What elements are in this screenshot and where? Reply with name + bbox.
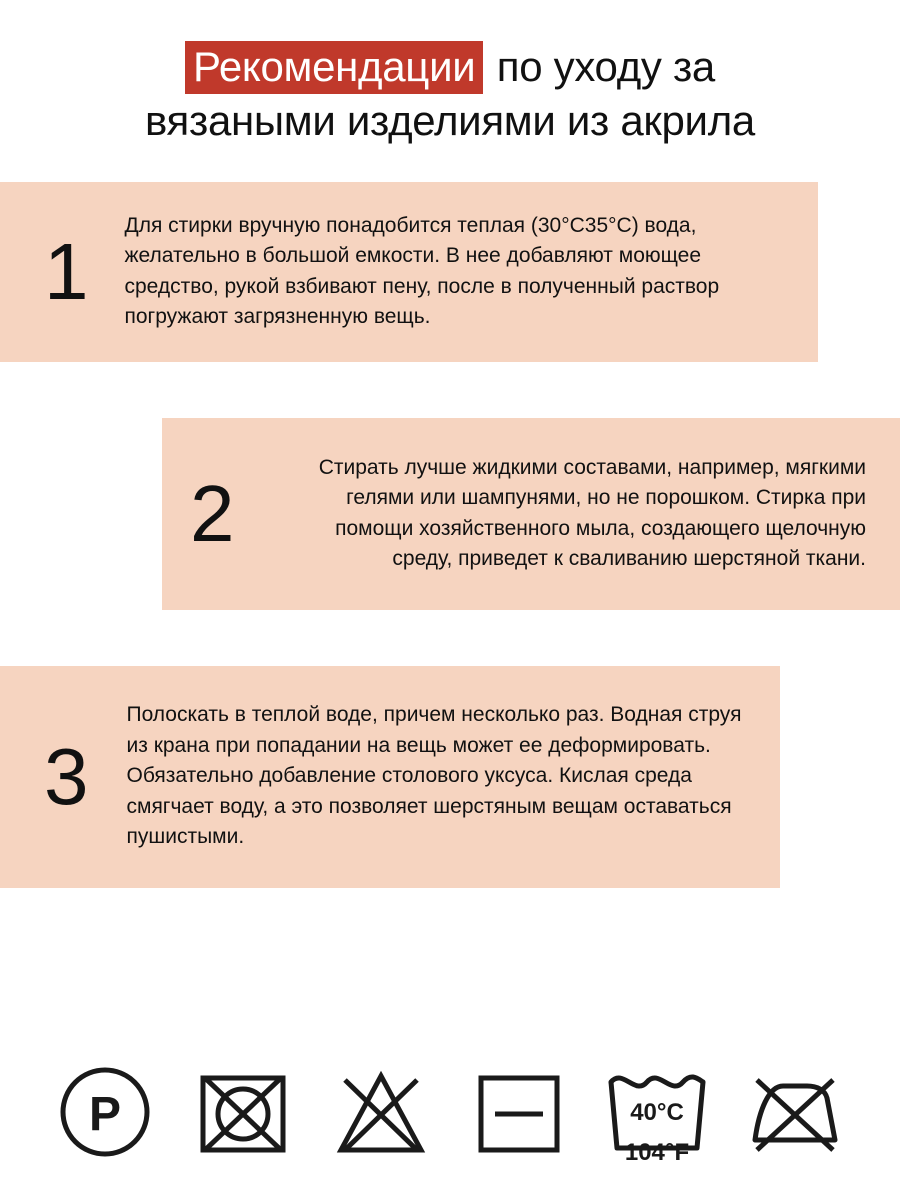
- step-text-3: Полоскать в теплой воде, причем несколько раз. Водная струя из крана при попадании на вещь может ее деформировать. Обязательно добавление столового уксуса. Кислая среда смягчает воду, а это позволяет шерстяным вещам оставаться пушистыми.: [126, 703, 742, 849]
- svg-text:P: P: [88, 1088, 122, 1141]
- title-line-1: [40, 40, 860, 94]
- steps-list: [0, 182, 900, 888]
- step-panel-3: [0, 666, 780, 888]
- wash-40-icon: [605, 1060, 709, 1164]
- care-symbols-row: [0, 1060, 900, 1164]
- do-not-tumble-dry-icon: [191, 1060, 295, 1164]
- svg-text:40°C: 40°C: [630, 1099, 684, 1126]
- title-line-1-rest: по уходу за: [485, 43, 715, 90]
- svg-text:104°F: 104°F: [624, 1139, 690, 1162]
- dry-flat-icon: [467, 1060, 571, 1164]
- step-text-2: Стирать лучше жидкими составами, например, мягкими гелями или шампунями, но не порошком. Стирка при помощи хозяйственного мыла, создающего щелочную среду, приведет к сваливанию шерстяной ткани.: [318, 455, 866, 570]
- step-text-1: Для стирки вручную понадобится теплая (30°С35°С) вода, желательно в большой емкости. В нее добавляют моющее средство, рукой взбивают пену, после в полученный раствор погружают загрязненную вещь.: [124, 213, 720, 328]
- do-not-iron-icon: [743, 1060, 847, 1164]
- step-number-3: 3: [44, 731, 89, 821]
- step-number-1: 1: [44, 226, 89, 316]
- step-number-2: 2: [190, 468, 235, 558]
- title-line-2: вязаными изделиями из акрила: [145, 96, 755, 144]
- step-panel-1: [0, 182, 818, 362]
- title-highlight: Рекомендации: [185, 41, 483, 94]
- step-panel-2: [162, 418, 900, 610]
- page-title: [0, 0, 900, 148]
- do-not-bleach-icon: [329, 1060, 433, 1164]
- dry-clean-p-icon: [53, 1060, 157, 1164]
